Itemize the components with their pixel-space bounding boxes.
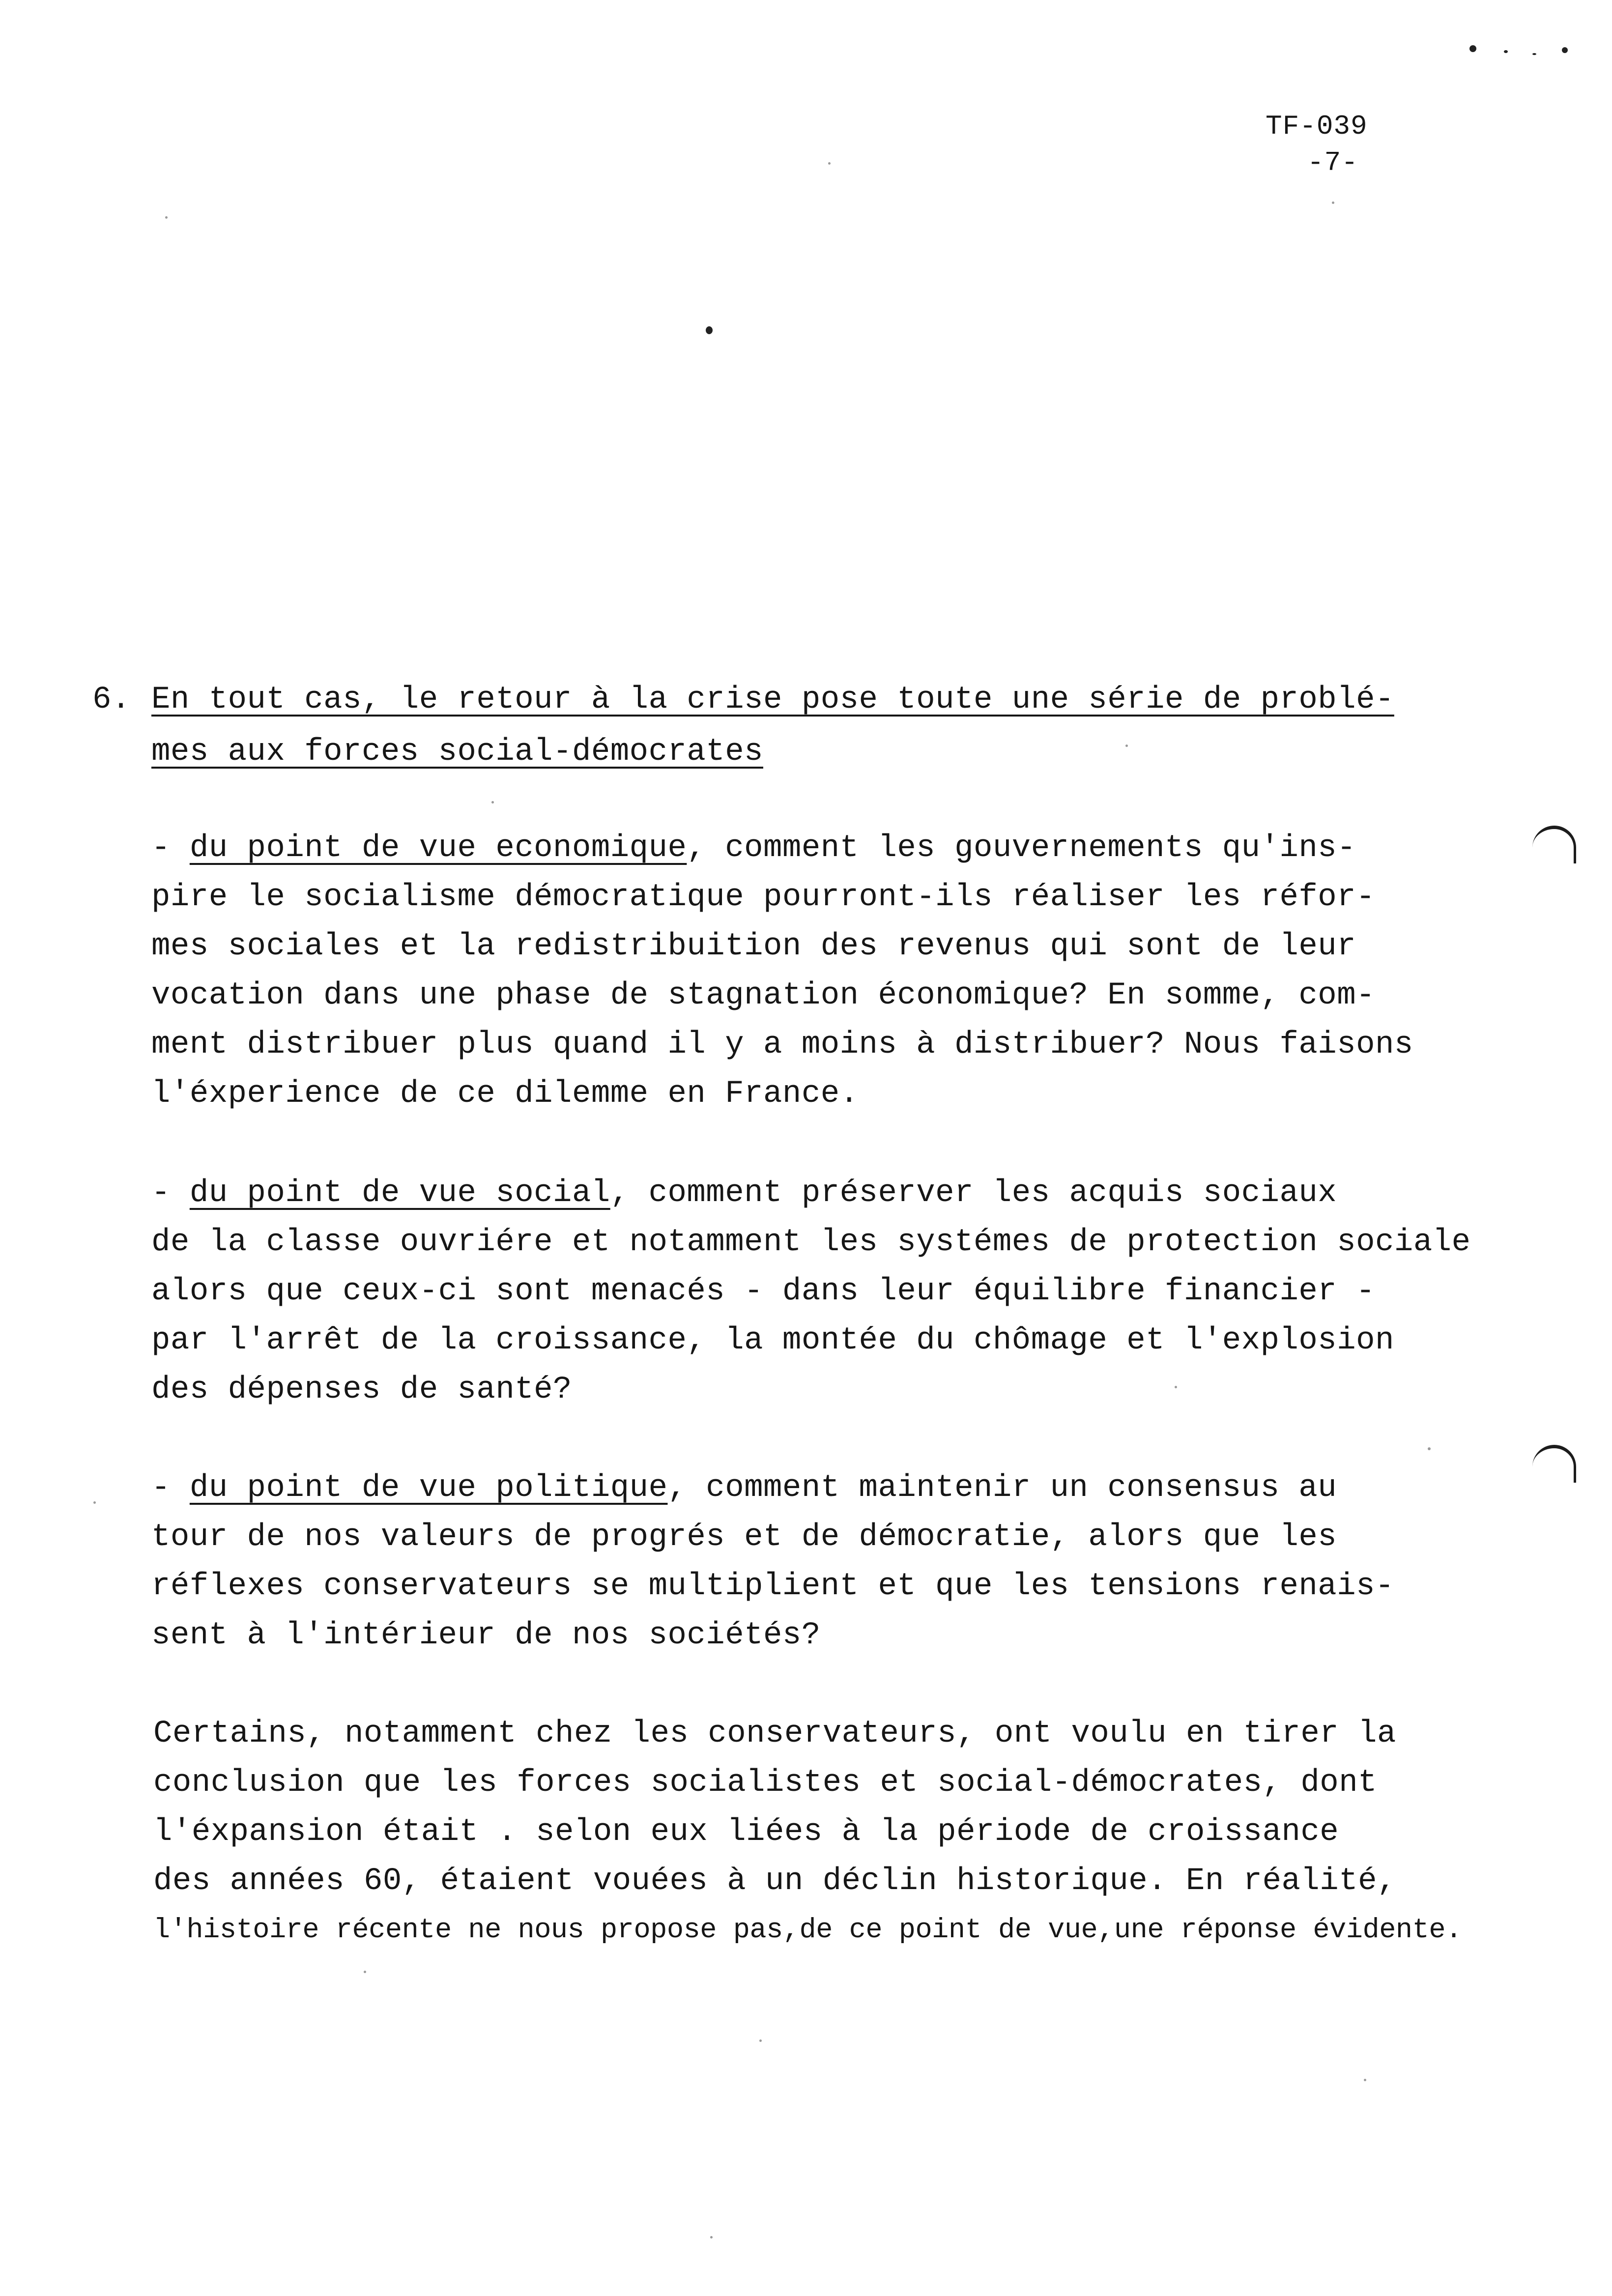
scan-mark: [1532, 53, 1536, 55]
page-number: -7-: [1307, 147, 1358, 178]
scan-speck: [1125, 745, 1128, 747]
point-label: du point de vue politique: [189, 1470, 668, 1506]
point-politique-line: tour de nos valeurs de progrés et de démocratie, alors que les: [151, 1520, 1337, 1555]
point-economique-first-line: [151, 829, 1356, 868]
scan-speck: [1364, 2079, 1366, 2081]
point-economique-line: l'éxperience de ce dilemme en France.: [151, 1076, 859, 1112]
conclusion-line: Certains, notamment chez les conservateurs, ont voulu en tirer la: [153, 1716, 1396, 1751]
scan-mark: [1504, 50, 1508, 53]
conclusion-line: l'éxpansion était . selon eux liées à la période de croissance: [153, 1814, 1339, 1850]
point-text: , comment préserver les acquis sociaux: [610, 1176, 1337, 1211]
margin-bracket-mark: [1532, 826, 1576, 863]
scan-speck: [491, 801, 494, 804]
point-economique-line: mes sociales et la redistribuition des revenus qui sont de leur: [151, 929, 1356, 964]
scan-speck: [364, 1971, 366, 1973]
scan-speck: [759, 2039, 762, 2042]
point-social-line: alors que ceux-ci sont menacés - dans leur équilibre financier -: [151, 1274, 1375, 1309]
conclusion-line: conclusion que les forces socialistes et social-démocrates, dont: [153, 1765, 1377, 1801]
point-social-line: de la classe ouvriére et notamment les systémes de protection sociale: [151, 1225, 1471, 1260]
scan-speck: [710, 2236, 713, 2239]
scan-mark: [1562, 47, 1568, 53]
point-label: du point de vue economique: [189, 831, 687, 866]
section-heading-line-1: En tout cas, le retour à la crise pose toute une série de problé-: [151, 682, 1394, 718]
conclusion-line: l'histoire récente ne nous propose pas,de ce point de vue,une réponse évidente.: [153, 1915, 1462, 1946]
point-social-first-line: [151, 1174, 1337, 1213]
point-politique-line: sent à l'intérieur de nos sociétés?: [151, 1618, 821, 1653]
scan-speck: [165, 216, 168, 219]
point-politique-first-line: [151, 1468, 1337, 1508]
point-economique-line: ment distribuer plus quand il y a moins à distribuer? Nous faisons: [151, 1027, 1413, 1062]
margin-bracket-mark: [1532, 1445, 1576, 1483]
point-dash: -: [151, 1176, 190, 1211]
scan-speck: [1175, 1386, 1177, 1388]
point-social-line: des dépenses de santé?: [151, 1372, 572, 1407]
point-dash: -: [151, 831, 190, 866]
section-heading-line-2: mes aux forces social-démocrates: [151, 734, 763, 770]
scan-speck: [1332, 201, 1334, 204]
point-economique-line: pire le socialisme démocratique pourront-ils réaliser les réfor-: [151, 880, 1375, 915]
point-politique-line: réflexes conservateurs se multiplient et que les tensions renais-: [151, 1569, 1394, 1604]
conclusion-line: des années 60, étaient vouées à un déclin historique. En réalité,: [153, 1864, 1396, 1899]
scan-speck: [93, 1501, 96, 1504]
point-economique-line: vocation dans une phase de stagnation économique? En somme, com-: [151, 978, 1375, 1013]
scan-mark: [1469, 45, 1476, 52]
point-social-line: par l'arrêt de la croissance, la montée du chômage et l'explosion: [151, 1323, 1394, 1358]
scan-speck: [1428, 1447, 1431, 1450]
point-label: du point de vue social: [189, 1176, 610, 1211]
scan-mark: [706, 326, 713, 334]
point-dash: -: [151, 1470, 190, 1506]
section-number: 6.: [92, 682, 131, 718]
point-text: , comment maintenir un consensus au: [667, 1470, 1337, 1506]
document-reference: TF-039: [1266, 111, 1368, 142]
scan-speck: [828, 162, 831, 165]
point-text: , comment les gouvernements qu'ins-: [687, 831, 1356, 866]
